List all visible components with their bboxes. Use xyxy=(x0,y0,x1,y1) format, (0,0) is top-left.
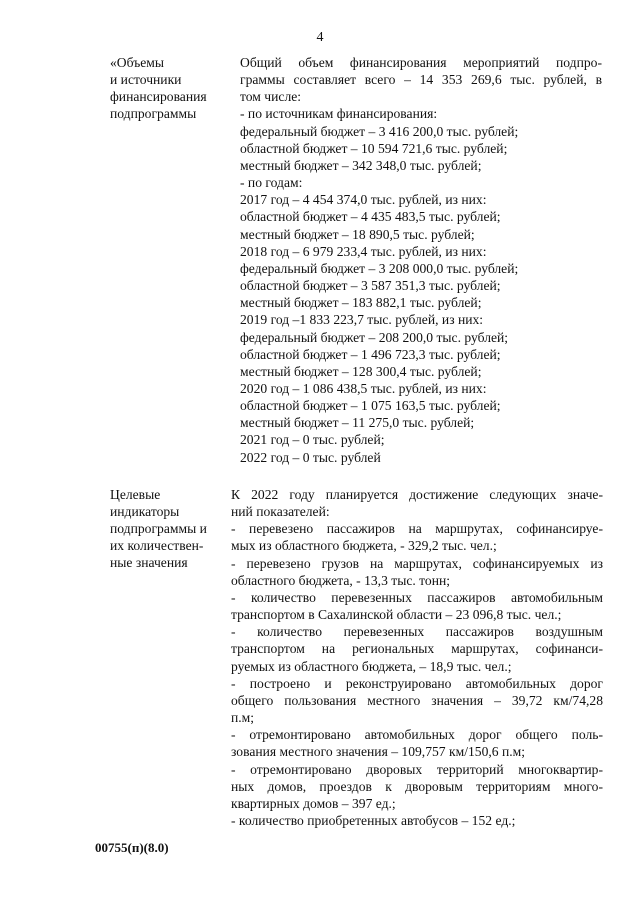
content-line: - перевезено грузов на маршрутах, софинансируемых из xyxy=(231,555,603,571)
content-line: - по годам: xyxy=(240,175,303,191)
content-line: местный бюджет – 128 300,4 тыс. рублей; xyxy=(240,363,482,379)
content-line: местный бюджет – 11 275,0 тыс. рублей; xyxy=(240,415,475,431)
content-line: 2019 год –1 833 223,7 тыс. рублей, из них: xyxy=(240,312,484,328)
content-line: - количество перевезенных пассажиров автомобильным xyxy=(231,589,603,605)
content-line: областного бюджета, - 13,3 тыс. тонн; xyxy=(231,572,451,588)
label-line: ные значения xyxy=(110,555,188,570)
content-line: 2020 год – 1 086 438,5 тыс. рублей, из них: xyxy=(240,380,487,396)
content-line: - количество перевезенных пассажиров воздушным xyxy=(231,624,603,640)
content-line: федеральный бюджет – 208 200,0 тыс. рублей; xyxy=(240,329,509,345)
content-line: мых из областного бюджета, - 329,2 тыс. чел.; xyxy=(231,538,497,554)
label-line: Целевые xyxy=(110,487,161,502)
label-line: финансирования xyxy=(110,89,207,104)
content-line: федеральный бюджет – 3 208 000,0 тыс. рублей; xyxy=(240,260,519,276)
content-line: - количество приобретенных автобусов – 152 ед.; xyxy=(231,812,516,828)
content-line: квартирных домов – 397 ед.; xyxy=(231,795,396,811)
content-line: зования местного значения – 109,757 км/150,6 п.м; xyxy=(231,744,526,760)
content-line: 2022 год – 0 тыс. рублей xyxy=(240,449,381,465)
label-line: индикаторы xyxy=(110,504,180,519)
label-line: и источники xyxy=(110,72,182,87)
label-line: «Объемы xyxy=(110,55,164,70)
content-line: - перевезено пассажиров на маршрутах, софинансируе- xyxy=(231,521,603,537)
label-line: их количествен- xyxy=(110,538,204,553)
content-line: граммы составляет всего – 14 353 269,6 тыс. рублей, в xyxy=(240,72,602,88)
financing-label xyxy=(110,54,228,122)
content-line: ний показателей: xyxy=(231,504,330,520)
document-code: 00755(п)(8.0) xyxy=(95,840,169,855)
content-line: 2018 год – 6 979 233,4 тыс. рублей, из них: xyxy=(240,243,487,259)
content-line: областной бюджет – 1 075 163,5 тыс. рублей; xyxy=(240,398,501,414)
indicators-content xyxy=(231,486,603,829)
content-line: руемых из областного бюджета, – 18,9 тыс. чел.; xyxy=(231,658,512,674)
content-line: областной бюджет – 4 435 483,5 тыс. рублей; xyxy=(240,209,501,225)
content-line: областной бюджет – 3 587 351,3 тыс. рублей; xyxy=(240,278,501,294)
content-line: местный бюджет – 18 890,5 тыс. рублей; xyxy=(240,226,475,242)
content-line: - отремонтировано автомобильных дорог общего поль- xyxy=(231,727,603,743)
content-line: федеральный бюджет – 3 416 200,0 тыс. рублей; xyxy=(240,123,519,139)
content-line: - построено и реконструировано автомобильных дорог xyxy=(231,675,603,691)
content-line: - отремонтировано дворовых территорий многоквартир- xyxy=(231,761,603,777)
content-line: общего пользования местного значения – 39,72 км/74,28 xyxy=(231,692,603,708)
content-line: областной бюджет – 1 496 723,3 тыс. рублей; xyxy=(240,346,501,362)
content-line: местный бюджет – 342 348,0 тыс. рублей; xyxy=(240,157,482,173)
content-line: том числе: xyxy=(240,89,302,105)
content-line: - по источникам финансирования: xyxy=(240,106,438,122)
content-line: ных домов, проездов к дворовым территориям много- xyxy=(231,778,603,794)
content-line: транспортом на региональных маршрутах, софинанси- xyxy=(231,641,603,657)
content-line: 2021 год – 0 тыс. рублей; xyxy=(240,432,385,448)
financing-content xyxy=(240,54,602,466)
content-line: транспортом в Сахалинской области – 23 096,8 тыс. чел.; xyxy=(231,607,562,623)
page-number: 4 xyxy=(316,30,324,45)
content-line: Общий объем финансирования мероприятий подпро- xyxy=(240,55,602,70)
content-line: местный бюджет – 183 882,1 тыс. рублей; xyxy=(240,295,482,311)
content-line: п.м; xyxy=(231,710,255,726)
label-line: подпрограммы и xyxy=(110,521,207,536)
indicators-label xyxy=(110,486,228,571)
content-line: К 2022 году планируется достижение следующих значе- xyxy=(231,487,603,502)
label-line: подпрограммы xyxy=(110,106,197,121)
content-line: областной бюджет – 10 594 721,6 тыс. рублей; xyxy=(240,140,508,156)
content-line: 2017 год – 4 454 374,0 тыс. рублей, из них: xyxy=(240,192,487,208)
